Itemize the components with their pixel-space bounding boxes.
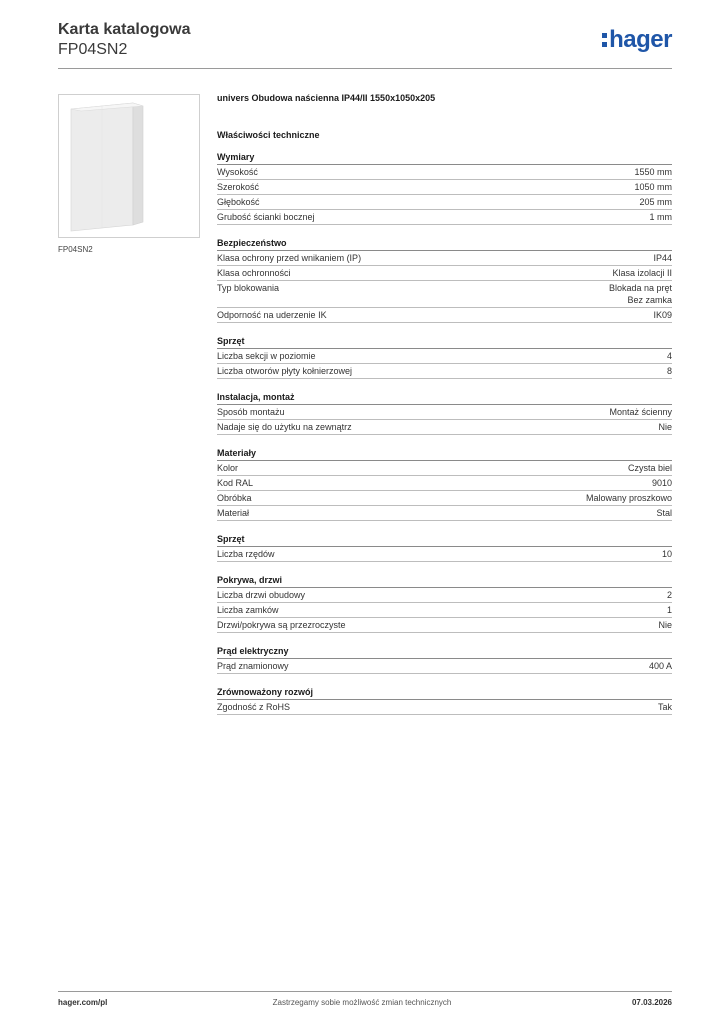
property-label: Szerokość [217, 182, 260, 192]
property-value: 205 mm [639, 197, 672, 207]
technical-properties-title: Właściwości techniczne [217, 130, 320, 140]
property-value: 400 A [648, 661, 672, 671]
property-value: 8 [666, 366, 672, 376]
property-label: Wysokość [217, 167, 258, 177]
group-title: Wymiary [217, 151, 672, 165]
property-group [217, 574, 672, 633]
property-value: IP44 [653, 253, 672, 263]
property-group [217, 237, 672, 323]
property-row [217, 461, 672, 476]
property-group [217, 686, 672, 715]
property-row [217, 506, 672, 521]
footer-website: hager.com/pl [58, 998, 108, 1007]
group-title: Prąd elektryczny [217, 645, 672, 659]
property-row [217, 165, 672, 180]
hager-logo [602, 26, 672, 54]
property-label: Liczba zamków [217, 605, 279, 615]
property-label: Grubość ścianki bocznej [217, 212, 315, 222]
product-details [217, 92, 672, 727]
property-value: Stal [656, 508, 672, 518]
property-group [217, 447, 672, 521]
property-row [217, 618, 672, 633]
property-value: 9010 [651, 478, 672, 488]
property-value: Tak [657, 702, 672, 712]
property-label: Liczba rzędów [217, 549, 275, 559]
property-groups [217, 151, 672, 715]
logo-text: hager [609, 26, 672, 53]
footer-divider [58, 991, 672, 992]
property-value: Klasa izolacji II [612, 268, 672, 278]
property-row [217, 547, 672, 562]
document-title: Karta katalogowa [58, 21, 191, 38]
property-row [217, 281, 672, 308]
property-label: Prąd znamionowy [217, 661, 289, 671]
property-row [217, 659, 672, 674]
property-row [217, 700, 672, 715]
group-title: Materiały [217, 447, 672, 461]
property-label: Sposób montażu [217, 407, 285, 417]
property-label: Kolor [217, 463, 239, 473]
property-row [217, 210, 672, 225]
property-row [217, 476, 672, 491]
group-title: Sprzęt [217, 335, 672, 349]
property-label: Obróbka [217, 493, 252, 503]
property-value: 1 mm [649, 212, 672, 222]
property-row [217, 195, 672, 210]
property-label: Odporność na uderzenie IK [217, 310, 327, 320]
product-image-frame [58, 94, 200, 238]
group-title: Instalacja, montaż [217, 391, 672, 405]
property-group [217, 391, 672, 435]
property-label: Klasa ochronności [217, 268, 291, 278]
page-header [58, 20, 672, 70]
property-group [217, 533, 672, 562]
property-row [217, 405, 672, 420]
property-value: 1550 mm [634, 167, 672, 177]
footer-notice: Zastrzegamy sobie możliwość zmian technicznych [272, 998, 452, 1007]
property-value: 2 [666, 590, 672, 600]
property-row [217, 349, 672, 364]
footer-date: 07.03.2026 [631, 998, 672, 1007]
product-name: univers Obudowa naścienna IP44/II 1550x1050x205 [217, 93, 436, 103]
property-label: Drzwi/pokrywa są przezroczyste [217, 620, 346, 630]
property-label: Liczba drzwi obudowy [217, 590, 306, 600]
property-value: 1 [666, 605, 672, 615]
property-row [217, 603, 672, 618]
property-label: Nadaje się do użytku na zewnątrz [217, 422, 352, 432]
property-label: Typ blokowania [217, 283, 280, 293]
property-label: Liczba otworów płyty kołnierzowej [217, 366, 353, 376]
property-value: Malowany proszkowo [585, 493, 672, 503]
property-row [217, 308, 672, 323]
property-label: Liczba sekcji w poziomie [217, 351, 316, 361]
property-row [217, 420, 672, 435]
property-value: Montaż ścienny [609, 407, 672, 417]
property-value: 10 [661, 549, 672, 559]
header-divider [58, 68, 672, 69]
property-value: Blokada na pręt Bez zamka [608, 283, 672, 305]
property-value: Czysta biel [627, 463, 672, 473]
property-row [217, 364, 672, 379]
logo-dots-icon [602, 31, 607, 48]
property-label: Kod RAL [217, 478, 254, 488]
property-label: Głębokość [217, 197, 260, 207]
property-row [217, 251, 672, 266]
property-value: IK09 [653, 310, 672, 320]
group-title: Bezpieczeństwo [217, 237, 672, 251]
property-group [217, 151, 672, 225]
group-title: Pokrywa, drzwi [217, 574, 672, 588]
product-code: FP04SN2 [58, 41, 128, 58]
property-row [217, 266, 672, 281]
group-title: Zrównoważony rozwój [217, 686, 672, 700]
property-row [217, 588, 672, 603]
property-group [217, 645, 672, 674]
property-value: Nie [658, 620, 672, 630]
property-row [217, 180, 672, 195]
group-title: Sprzęt [217, 533, 672, 547]
property-value: 4 [666, 351, 672, 361]
property-value: Nie [658, 422, 672, 432]
property-row [217, 491, 672, 506]
property-value: 1050 mm [634, 182, 672, 192]
cabinet-image [67, 101, 191, 233]
property-label: Zgodność z RoHS [217, 702, 291, 712]
property-label: Klasa ochrony przed wnikaniem (IP) [217, 253, 362, 263]
product-image-caption: FP04SN2 [58, 245, 93, 254]
property-label: Materiał [217, 508, 250, 518]
property-group [217, 335, 672, 379]
